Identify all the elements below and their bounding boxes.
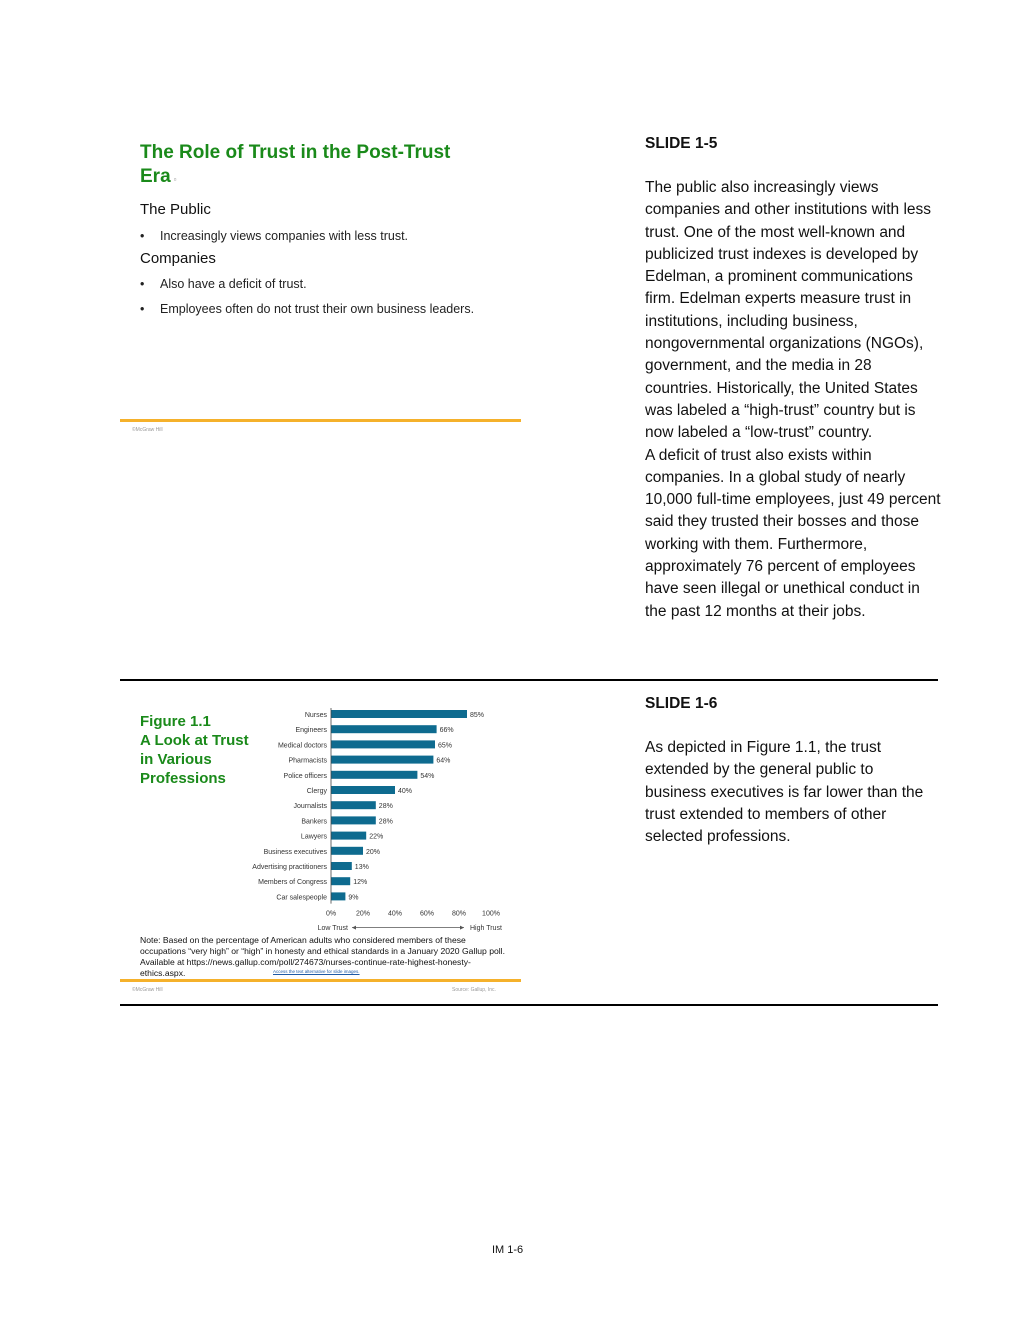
bar <box>331 756 433 764</box>
value-label: 40% <box>398 788 413 795</box>
bar <box>331 847 363 855</box>
category-label: Pharmacists <box>288 757 327 765</box>
trust-bar-chart <box>230 706 520 934</box>
bar <box>331 862 352 870</box>
notes-paragraph: The public also increasingly views companies and other institutions with less trust. One of the most well-known and publicized trust indexes is developed by Edelman, a prominent communications firm. Edelman experts measure trust in institutions, including business, nongovernmental organizations (NGOs), government, and the media in 28 countries. Historically, the United States was labeled a “high-trust” country but is now labeled a “low-trust” country. <box>645 179 932 442</box>
bar <box>331 801 376 809</box>
bar <box>331 832 366 840</box>
section-divider <box>120 679 938 681</box>
figure-note: Note: Based on the percentage of American adults who considered members of these occupations “very high” or “high” in honesty and ethical standards in a January 2020 Gallup poll. Available at https://news.gallup.com/poll/274673/nurses-continue-rate-highest-honesty-ethics.aspx. <box>140 935 505 978</box>
category-label: Advertising practitioners <box>252 864 327 871</box>
bar <box>331 877 350 885</box>
slide-title: The Role of Trust in the Post-Trust Era ▫ <box>140 142 451 187</box>
bar <box>331 740 435 748</box>
value-label: 54% <box>420 772 435 780</box>
category-label: Car salespeople <box>276 894 327 902</box>
category-label: Business executives <box>263 848 327 856</box>
slide-footer-rule <box>120 979 521 982</box>
value-label: 22% <box>369 833 384 841</box>
category-label: Clergy <box>306 788 327 795</box>
bar <box>331 816 376 824</box>
value-label: 13% <box>354 864 369 871</box>
notes-text <box>645 177 943 623</box>
category-label: Nurses <box>304 712 327 719</box>
category-label: Medical doctors <box>277 742 327 750</box>
value-label: 65% <box>438 742 453 750</box>
value-label: 12% <box>353 879 368 887</box>
category-label: Members of Congress <box>258 879 327 887</box>
text-alternative-link[interactable]: Access the text alternative for slide images. <box>273 969 360 974</box>
category-label: Lawyers <box>300 833 327 841</box>
low-trust-label: Low Trust <box>317 925 348 933</box>
value-label: 85% <box>470 712 485 719</box>
bar <box>331 725 437 733</box>
page-number: IM 1-6 <box>492 1244 524 1256</box>
value-label: 28% <box>378 803 393 811</box>
x-tick-label: 80% <box>451 910 467 918</box>
bar <box>331 710 467 718</box>
arrow-right-head <box>460 926 464 930</box>
notes-text: As depicted in Figure 1.1, the trust extended by the general public to business executives is far lower than the trust extended to members of other selected professions. <box>645 739 924 846</box>
bar <box>331 786 395 794</box>
arrow-left-head <box>352 926 356 930</box>
companies-bullet: • Employees often do not trust their own business leaders. <box>160 302 474 316</box>
x-tick-label: 0% <box>325 910 337 918</box>
value-label: 28% <box>378 818 393 826</box>
value-label: 66% <box>439 727 454 735</box>
category-label: Police officers <box>283 772 327 780</box>
x-tick-label: 40% <box>387 910 403 918</box>
public-bullet: • Increasingly views companies with less trust. <box>160 229 408 243</box>
category-label: Engineers <box>295 727 327 735</box>
slide-footer-rule <box>120 419 521 422</box>
source-credit: Source: Gallup, Inc. <box>452 987 496 993</box>
copyright: ©McGraw Hill <box>132 427 163 433</box>
bar <box>331 771 417 779</box>
x-tick-label: 20% <box>355 910 371 918</box>
value-label: 9% <box>348 894 359 902</box>
x-tick-label: 100% <box>482 910 500 918</box>
category-label: Journalists <box>293 803 327 811</box>
category-label: Bankers <box>301 818 327 826</box>
copyright: ©McGraw Hill <box>132 987 163 993</box>
figure-title: Figure 1.1 A Look at Trust in Various Professions <box>140 713 249 787</box>
section-divider <box>120 1004 938 1006</box>
bar <box>331 892 345 900</box>
high-trust-label: High Trust <box>470 925 502 933</box>
x-tick-label: 60% <box>419 910 435 918</box>
value-label: 20% <box>366 848 381 856</box>
public-heading: The Public <box>140 201 211 218</box>
notes-heading: SLIDE 1-6 <box>645 695 718 712</box>
notes-paragraph: A deficit of trust also exists within companies. In a global study of nearly 10,000 full-time employees, just 49 percent said they trusted their bosses and those working with them. Furthermore, approximately 76 percent of employees have seen illegal or unethical conduct in the past 12 months at their jobs. <box>645 446 941 620</box>
notes-heading: SLIDE 1-5 <box>645 135 718 152</box>
companies-bullet: • Also have a deficit of trust. <box>160 277 307 291</box>
companies-heading: Companies <box>140 250 216 267</box>
value-label: 64% <box>436 757 451 765</box>
